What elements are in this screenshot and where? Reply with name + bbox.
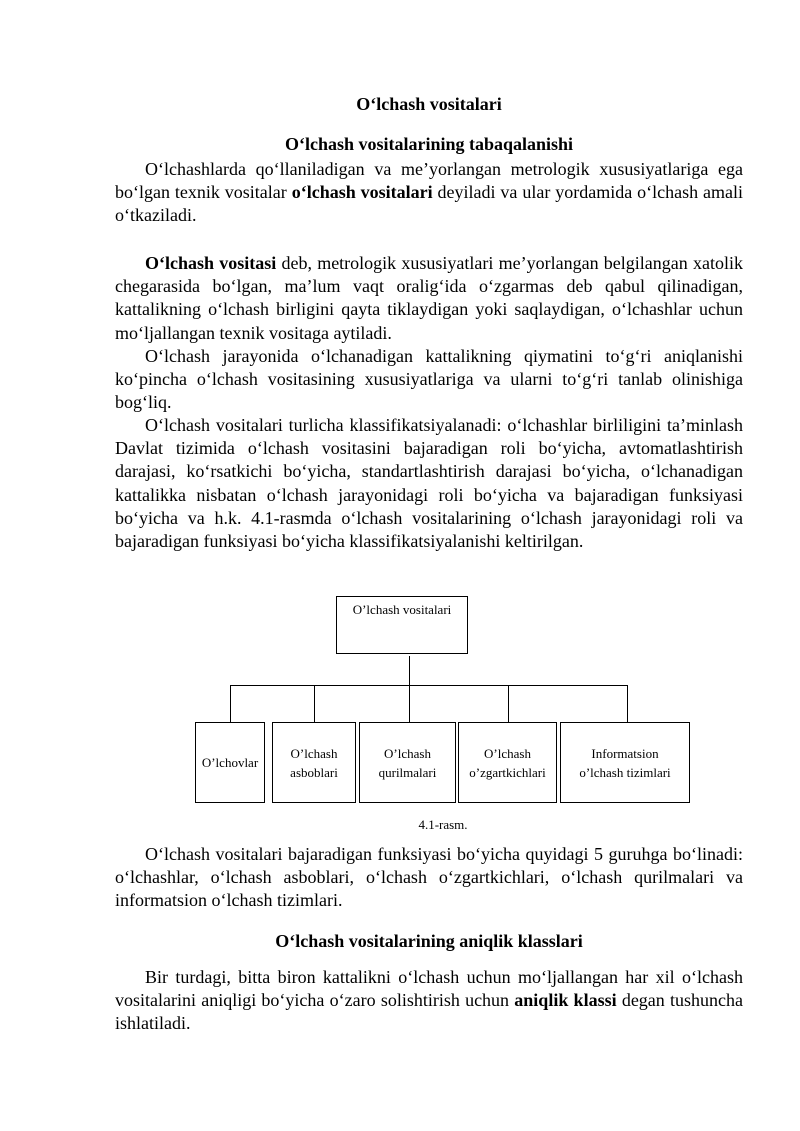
diagram-child-label: O’lchash asboblari [290, 745, 338, 780]
diagram-child-label: O’lchash o’zgartkichlari [469, 745, 546, 780]
diagram-root-box [336, 596, 468, 654]
diagram-connector-4 [508, 685, 509, 722]
diagram-connector-5 [627, 685, 628, 722]
paragraph-accuracy-dependence: O‘lchash jarayonida o‘lchanadigan kattalikning qiymatini to‘g‘ri aniqlanishi ko‘pincha o‘lchash vositasining xususiyatlariga va ularni to‘g‘ri tanlab olinishiga bog‘liq. [115, 346, 743, 413]
diagram-child-box [195, 722, 265, 803]
diagram-connector-2 [314, 685, 315, 722]
paragraph-measuring-tool: O‘lchash vositasi deb, metrologik xususiyatlari me’yorlangan belgilangan xatolik chegarasida bo‘lgan, ma’lum vaqt oralig‘ida o‘zgarmas deb qabul qilinadigan, kattalikning o‘lchash birligini qayta tiklaydigan yoki saqlaydigan, o‘lchashlar uchun mo‘ljallangan texnik vositaga aytiladi. [115, 253, 743, 343]
subsection-title-accuracy: O‘lchash vositalarining aniqlik klasslari [275, 931, 583, 951]
paragraph-accuracy-class: Bir turdagi, bitta biron kattalikni o‘lchash uchun mo‘ljallangan har xil o‘lchash vositalarini aniqligi bo‘yicha o‘zaro solishtirish uchun aniqlik klassi degan tushuncha ishlatiladi. [115, 967, 744, 1034]
paragraph-classification: O‘lchash vositalari turlicha klassifikatsiyalanadi: o‘lchashlar birliligini ta’minlash Davlat tizimida o‘lchash vositasini bajaradigan roli bo‘yicha, avtomatlashtirish darajasi, ko‘rsatkichi bo‘yicha, standartlashtirish darajasi bo‘yicha, o‘lchanadigan kattalikka nisbatan o‘lchash jarayonidagi roli bo‘yicha va bajaradigan funksiyasi bo‘yicha va h.k. 4.1-rasmda o‘lchash vositalarining o‘lchash jarayonidagi roli va bajaradigan funksiyasi bo‘yicha klassifikatsiyalanishi keltirilgan. [115, 415, 743, 552]
diagram-child-box [560, 722, 690, 803]
diagram-root-connector [409, 656, 410, 685]
diagram-child-label: O’lchovlar [201, 755, 259, 770]
diagram-branch-line [230, 685, 628, 686]
diagram-connector-3 [409, 685, 410, 722]
paragraph-definition: O‘lchashlarda qo‘llaniladigan va me’yorlangan metrologik xususiyatlariga ega bo‘lgan texnik vositalar o‘lchash vositalari deyiladi va ular yordamida o‘lchash amali o‘tkaziladi. [115, 159, 743, 226]
diagram-child-box [458, 722, 557, 803]
figure-caption: 4.1-rasm. [418, 817, 468, 832]
diagram-child-box [359, 722, 456, 803]
diagram-child-box [272, 722, 356, 803]
paragraph-groups: O‘lchash vositalari bajaradigan funksiyasi bo‘yicha quyidagi 5 guruhga bo‘linadi: o‘lchashlar, o‘lchash asboblari, o‘lchash o‘zgartkichlari, o‘lchash qurilmalari va informatsion o‘lchash tizimlari. [115, 844, 743, 911]
diagram-child-label: O’lchash qurilmalari [378, 745, 437, 780]
section-title: O‘lchash vositalari [356, 94, 502, 114]
diagram-root-label: O’lchash vositalari [352, 602, 452, 617]
diagram-child-label: Informatsion o’lchash tizimlari [579, 745, 671, 780]
diagram-connector-1 [230, 685, 231, 722]
subsection-title-classification: O‘lchash vositalarining tabaqalanishi [284, 134, 574, 154]
